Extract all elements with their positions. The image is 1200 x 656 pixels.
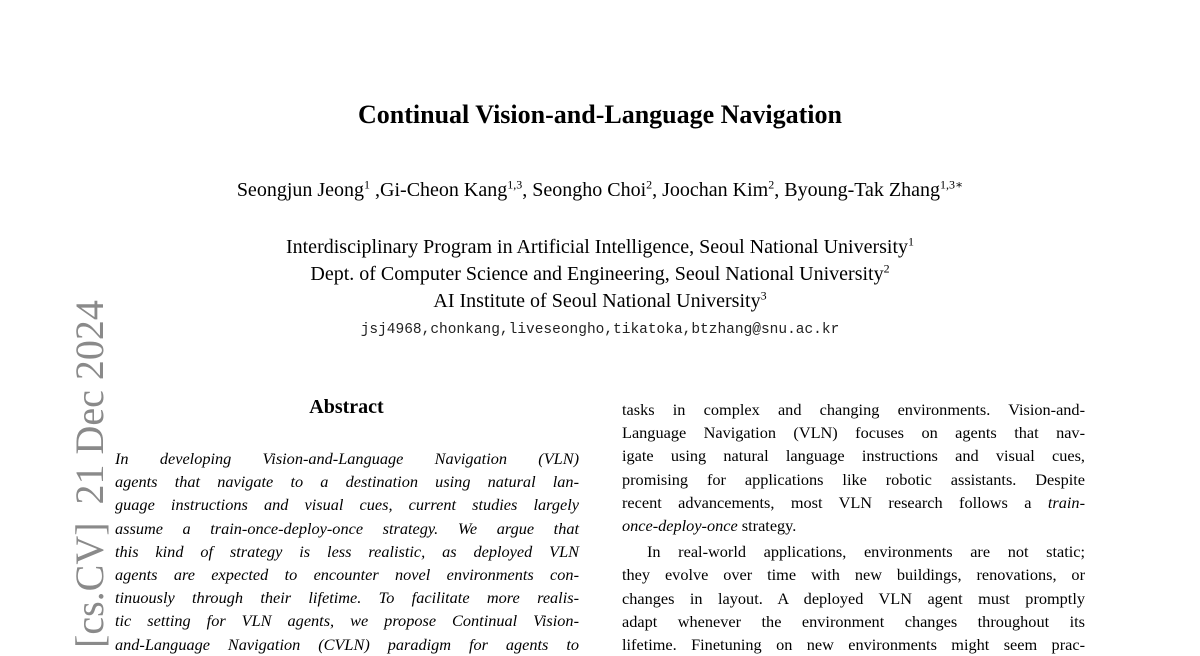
intro-line: promising for applications like robotic assistants. Despite — [622, 469, 1085, 489]
intro-line: tasks in complex and changing environments. Vision-and- — [622, 400, 1085, 419]
abstract-line: tinuously through their lifetime. To facilitate more realis- — [115, 588, 579, 608]
intro-line: In real-world applications, environments are not static; — [647, 542, 1085, 562]
intro-line: lifetime. Finetuning on new environments might seem prac- — [622, 635, 1085, 655]
abstract-line: In developing Vision-and-Language Navigation (VLN) — [115, 449, 579, 468]
intro-line: adapt whenever the environment changes throughout its — [622, 611, 1085, 631]
author-name: , Seongho Choi — [522, 179, 647, 201]
abstract-body — [115, 447, 579, 656]
author-name: , Byoung-Tak Zhang — [774, 179, 941, 201]
intro-line: Language Navigation (VLN) focuses on agents that nav- — [622, 423, 1085, 443]
affiliation-line: Interdisciplinary Program in Artificial Intelligence, Seoul National University$^1$ — [285, 234, 915, 258]
author-affiliation-mark: 2 — [646, 177, 653, 192]
author-affiliation-mark: 2 — [768, 177, 775, 192]
arxiv-identifier — [67, 300, 112, 648]
intro-line: recent advancements, most VLN research follows a train- — [622, 492, 1085, 512]
introduction-body — [622, 398, 1085, 656]
abstract-line: agents are expected to encounter novel environments con- — [115, 565, 579, 585]
author-list — [0, 179, 1200, 202]
abstract-line: and-Language Navigation (CVLN) paradigm for agents to — [115, 634, 579, 654]
abstract-line: this kind of strategy is less realistic, as deployed VLN — [115, 541, 579, 561]
affiliation-line: AI Institute of Seoul National University$^3$ — [433, 288, 767, 312]
affiliation-line: Dept. of Computer Science and Engineering, Seoul National University$^2$ — [310, 261, 890, 285]
author-name: ,Gi-Cheon Kang — [370, 179, 508, 201]
abstract-line: tic setting for VLN agents, we propose Continual Vision- — [115, 611, 579, 631]
author-affiliation-mark: 1,3∗ — [940, 177, 964, 192]
abstract-line: guage instructions and visual cues, current studies largely — [115, 495, 579, 515]
intro-line: once-deploy-once strategy. — [622, 516, 797, 536]
arxiv-sidebar-stamp — [26, 300, 112, 648]
intro-line: they evolve over time with new buildings, renovations, or — [622, 565, 1085, 585]
intro-paragraph-2 — [622, 540, 1085, 656]
arxiv-category: [cs.CV] — [67, 522, 112, 648]
arxiv-date: 21 Dec 2024 — [67, 300, 112, 505]
author-name: Seongjun Jeong — [236, 179, 365, 201]
intro-line: igate using natural language instructions and visual cues, — [622, 446, 1085, 466]
author-affiliation-mark: 1,3 — [507, 177, 523, 192]
abstract-line: agents that navigate to a destination using natural lan- — [115, 472, 579, 492]
author-affiliation-mark: 1 — [364, 177, 371, 192]
author-emails: jsj4968,chonkang,liveseongho,tikatoka,btzhang@snu.ac.kr — [360, 322, 840, 338]
abstract-heading: Abstract — [309, 396, 384, 418]
affiliation-block — [0, 234, 1200, 315]
intro-line: changes in layout. A deployed VLN agent must promptly — [622, 588, 1085, 608]
paper-title: Continual Vision-and-Language Navigation — [357, 100, 842, 129]
abstract-line: assume a train-once-deploy-once strategy. We argue that — [115, 518, 579, 538]
author-name: , Joochan Kim — [652, 179, 769, 201]
intro-paragraph-1 — [622, 398, 1085, 537]
